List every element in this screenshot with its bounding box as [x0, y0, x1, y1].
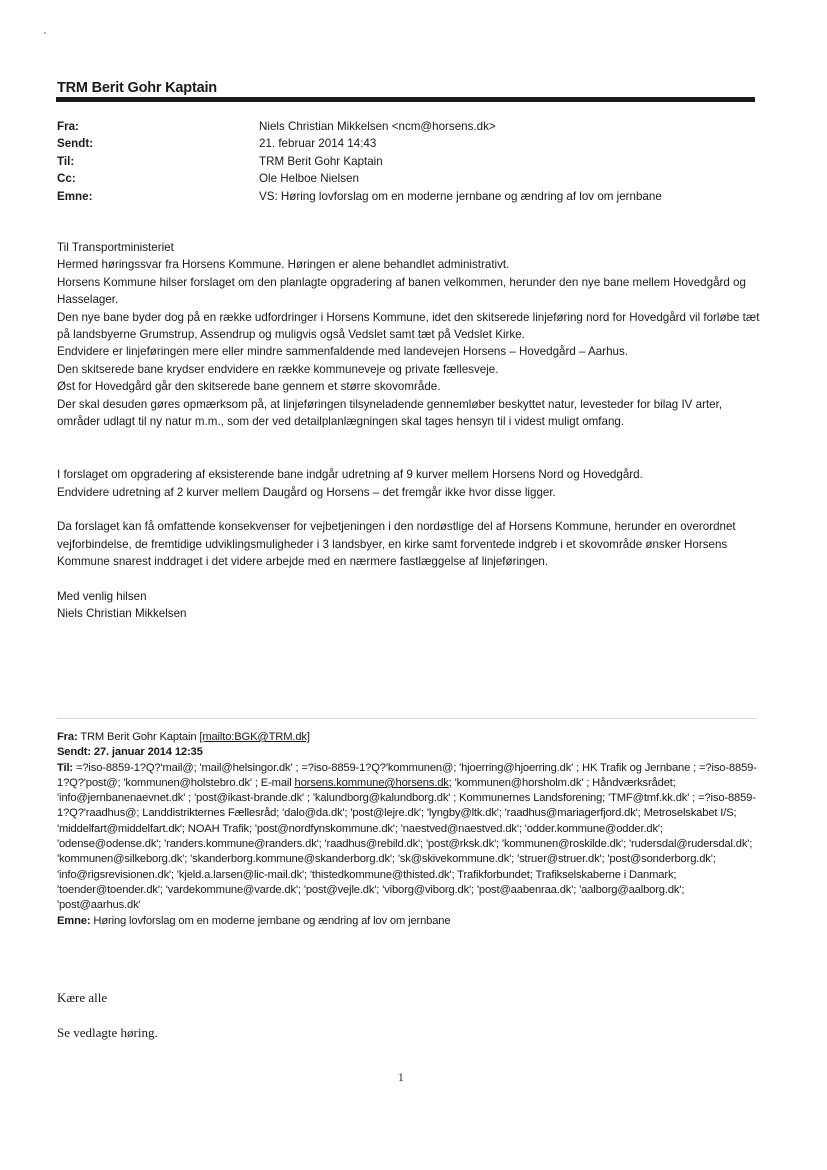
- scan-speck: [44, 32, 46, 34]
- header-label: Til:: [57, 154, 75, 168]
- subject-label: Emne:: [57, 914, 91, 927]
- forwarded-subject: [57, 914, 757, 929]
- spacer: [57, 571, 767, 588]
- header-value: VS: Høring lovforslag om en moderne jernbane og ændring af lov om jernbane: [259, 189, 662, 203]
- from-value: TRM Berit Gohr Kaptain: [80, 731, 197, 743]
- body-line: Horsens Kommune hilser forslaget om den planlagte opgradering af banen velkommen, herunder den nye bane mellem Hovedgård og Hasselager.: [57, 275, 746, 307]
- header-label: Cc:: [57, 172, 76, 186]
- body-line: Den nye bane byder dog på en række udfordringer i Horsens Kommune, idet den skitserede linjeføring nord for Hovedgård vil forløbe tæt på landsbyerne Grumstrup, Assendrup og muligvis også Vedslet samt tæt på Vedslet Kirke.: [57, 310, 760, 342]
- body-line: Endvidere udretning af 2 kurver mellem Daugård og Horsens – det fremgår ikke hvor disse ligger.: [57, 485, 556, 499]
- header-value: 21. februar 2014 14:43: [259, 137, 377, 151]
- body-line: Der skal desuden gøres opmærksom på, at linjeføringen tilsyneladende gennemløber beskyttet natur, levesteder for bilag IV arter, områder udlagt til ny natur m.m., som der ved detailplanlægningen skal tages hensyn til i videst muligt omfang.: [57, 397, 723, 429]
- to-recipients: =?iso-8859-1?Q?'mail@; 'mail@helsingor.dk' ; =?iso-8859-1?Q?'kommunen@; 'hjoerring@hjoerring.dk' ; HK Trafik og Jernbane ; =?iso-8859-1?Q?'post@; 'kommunen@holstebro.dk' ; E-mail: [57, 761, 757, 789]
- forwarded-sent: [57, 745, 757, 760]
- greeting: Kære alle: [57, 990, 108, 1005]
- mailto-link[interactable]: [mailto:BGK@TRM.dk]: [199, 731, 310, 743]
- header-label: Fra:: [57, 120, 79, 133]
- body-line: Da forslaget kan få omfattende konsekvenser for vejbetjeningen i den nordøstlige del af Horsens Kommune, herunder en overordnet vejforbindelse, de fremtidige udviklingsmuligheder i 3 landsbyer, en kirke samt forventede indgreb i et skovområde ønsker Horsens Kommune snarest inddraget i det videre arbejde med en nærmere fastlæggelse af linjeføringen.: [57, 520, 736, 569]
- header-row-from: [57, 118, 757, 135]
- recipient-link[interactable]: horsens.kommune@horsens.dk: [294, 776, 449, 789]
- forwarded-header: [57, 730, 757, 929]
- forwarded-to: [57, 761, 757, 914]
- page-number: 1: [398, 1072, 404, 1084]
- signature: Niels Christian Mikkelsen: [57, 606, 187, 620]
- header-row-sent: [57, 135, 757, 152]
- header-value: Niels Christian Mikkelsen <ncm@horsens.dk>: [259, 120, 496, 133]
- attachment-note: Se vedlagte høring.: [57, 1025, 158, 1040]
- forwarded-message: [57, 718, 757, 929]
- body-line: Øst for Hovedgård går den skitserede bane gennem et større skovområde.: [57, 380, 441, 394]
- header-value: Ole Helboe Nielsen: [259, 172, 359, 186]
- header-row-subject: [57, 188, 757, 205]
- header-label: Sendt:: [57, 137, 94, 151]
- email-body: [57, 239, 767, 622]
- subject-value: Høring lovforslag om en moderne jernbane og ændring af lov om jernbane: [93, 914, 451, 927]
- spacer: [57, 430, 767, 466]
- from-label: Fra:: [57, 731, 78, 743]
- body-line: Til Transportministeriet: [57, 241, 174, 254]
- mailbox-owner: TRM Berit Gohr Kaptain: [57, 80, 217, 96]
- to-label: Til:: [57, 761, 73, 774]
- header-row-cc: [57, 170, 757, 187]
- body-line: Endvidere er linjeføringen mere eller mindre sammenfaldende med landevejen Horsens – Hovedgård – Aarhus.: [57, 345, 628, 359]
- body-line: I forslaget om opgradering af eksisterende bane indgår udretning af 9 kurver mellem Horsens Nord og Hovedgård.: [57, 468, 643, 482]
- header-row-to: [57, 153, 757, 170]
- body-line: Den skitserede bane krydser endvidere en række kommuneveje og private fællesveje.: [57, 362, 499, 376]
- sent-value: 27. januar 2014 12:35: [93, 746, 203, 759]
- forwarded-from: [57, 730, 757, 745]
- email-header: [57, 118, 757, 205]
- spacer: [57, 501, 767, 518]
- to-recipients-rest: ; 'kommunen@horsholm.dk' ; Håndværksrådet; 'info@jernbanenaevnet.dk' ; 'post@ikast-brande.dk' ; 'kalundborg@kalundborg.dk' ; Kommunernes Landsforening; 'TMF@tmf.kk.dk' ; =?iso-8859-1?Q?'raadhus@; Landdistrikternes Fællesråd; 'dalo@da.dk'; 'post@lejre.dk'; 'lyngby@ltk.dk'; 'raadhus@mariagerfjord.dk'; Metroselskabet I/S; 'middelfart@middelfart.dk'; NOAH Trafik; 'post@nordfynskommune.dk'; 'naestved@naestved.dk'; 'odder.kommune@odder.dk'; 'odense@odense.dk'; 'randers.kommune@randers.dk'; 'raadhus@rebild.dk'; 'post@rksk.dk'; 'kommunen@roskilde.dk'; 'rudersdal@rudersdal.dk'; 'kommunen@silkeborg.dk'; 'skanderborg.kommune@skanderborg.dk'; 'sk@skivekommune.dk'; 'struer@struer.dk'; 'post@sonderborg.dk'; 'info@rigsrevisionen.dk'; 'kjeld.a.larsen@lic-mail.dk'; 'thistedkommune@thisted.dk'; Trafikforbundet; Trafikselskaberne i Danmark; 'toender@toender.dk'; 'vardekommune@varde.dk'; 'post@vejle.dk'; 'viborg@viborg.dk'; 'post@aabenraa.dk'; 'aalborg@aalborg.dk'; 'post@aarhus.dk': [57, 776, 756, 912]
- body-line: Hermed høringssvar fra Horsens Kommune. Høringen er alene behandlet administrativt.: [57, 258, 510, 272]
- header-value: TRM Berit Gohr Kaptain: [259, 154, 383, 168]
- header-rule: [56, 97, 755, 102]
- sent-label: Sendt:: [57, 746, 91, 759]
- header-label: Emne:: [57, 189, 93, 203]
- closing: Med venlig hilsen: [57, 589, 147, 603]
